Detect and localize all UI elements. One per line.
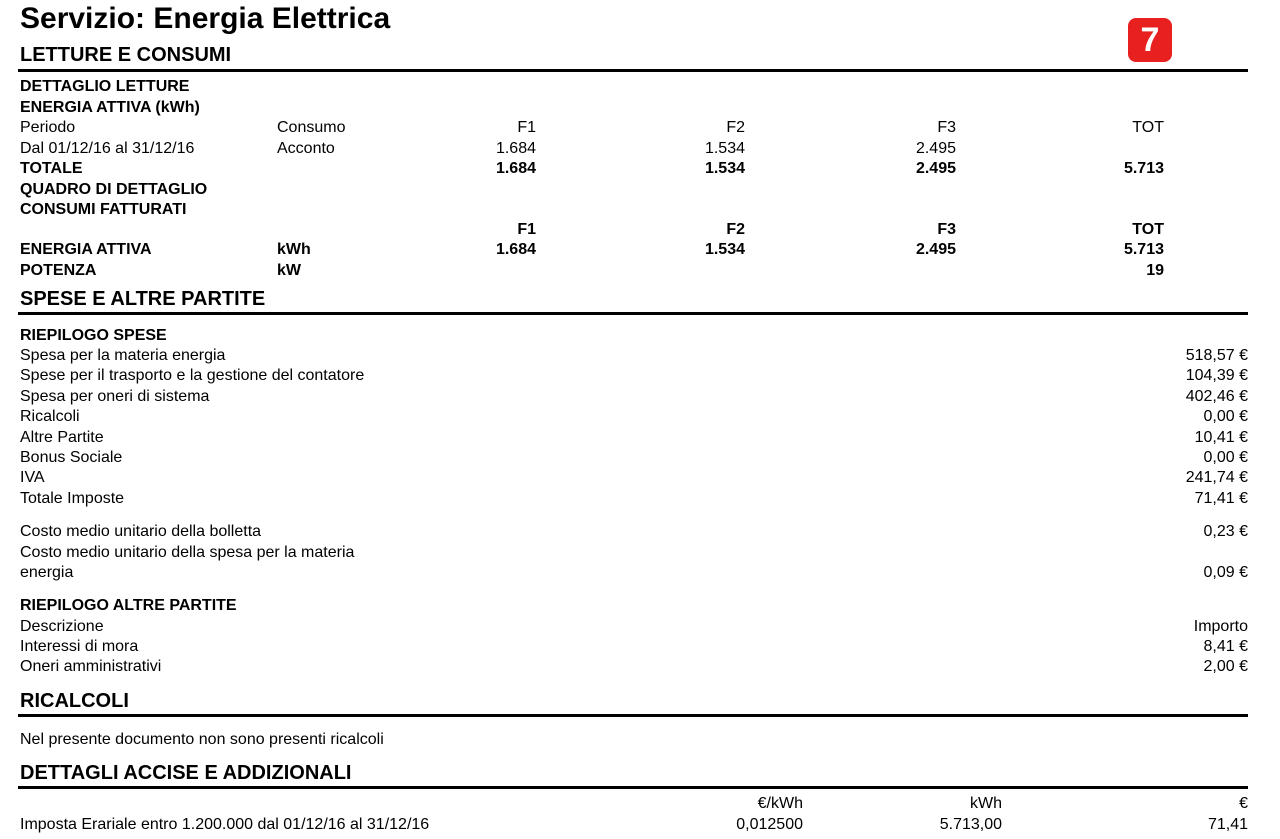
section-divider — [18, 69, 1248, 72]
riepilogo-altre-title: RIEPILOGO ALTRE PARTITE — [20, 597, 237, 614]
spesa-label: Bonus Sociale — [20, 449, 123, 466]
energia-tot: 5.713 — [1123, 241, 1164, 258]
quadro-header-f1: F1 — [517, 221, 536, 238]
costo-materia-label-2: energia — [20, 564, 74, 581]
section-title-spese: SPESE E ALTRE PARTITE — [20, 288, 266, 310]
section-divider — [18, 714, 1248, 717]
costo-materia-value: 0,09 € — [1203, 564, 1248, 581]
row-f3: 2.495 — [915, 140, 956, 157]
quadro-title-2: CONSUMI FATTURATI — [20, 201, 187, 218]
potenza-label: POTENZA — [20, 262, 97, 279]
accise-header-eur: € — [1239, 795, 1248, 812]
accise-row-eur-kwh: 0,012500 — [736, 816, 803, 833]
altre-item-label: Oneri amministrativi — [20, 658, 162, 675]
page-number-badge: 7 — [1128, 18, 1172, 62]
energia-label: ENERGIA ATTIVA — [20, 241, 152, 258]
spesa-label: Spese per il trasporto e la gestione del contatore — [20, 367, 365, 384]
energia-f2: 1.534 — [704, 241, 745, 258]
totale-label: TOTALE — [20, 160, 83, 177]
section-divider — [18, 786, 1248, 789]
spesa-value: 518,57 € — [1185, 347, 1248, 364]
section-divider — [18, 312, 1248, 315]
costo-materia-label-1: Costo medio unitario della spesa per la materia — [20, 544, 355, 561]
header-tot: TOT — [1132, 119, 1164, 136]
spesa-label: Ricalcoli — [20, 408, 80, 425]
row-consumo: Acconto — [277, 140, 335, 157]
spesa-label: IVA — [20, 469, 45, 486]
dettaglio-title-2: ENERGIA ATTIVA (kWh) — [20, 99, 200, 116]
potenza-tot: 19 — [1146, 262, 1164, 279]
quadro-header-tot: TOT — [1132, 221, 1164, 238]
altre-header-importo: Importo — [1193, 618, 1248, 635]
header-periodo: Periodo — [20, 119, 76, 136]
header-f2: F2 — [726, 119, 745, 136]
totale-f2: 1.534 — [704, 160, 745, 177]
header-consumo: Consumo — [277, 119, 346, 136]
altre-header-descrizione: Descrizione — [20, 618, 104, 635]
row-periodo: Dal 01/12/16 al 31/12/16 — [20, 140, 195, 157]
costo-bolletta-label: Costo medio unitario della bolletta — [20, 523, 262, 540]
energia-unit: kWh — [277, 241, 311, 258]
ricalcoli-text: Nel presente documento non sono presenti ricalcoli — [20, 731, 384, 748]
section-title-letture: LETTURE E CONSUMI — [20, 44, 232, 66]
section-title-accise: DETTAGLI ACCISE E ADDIZIONALI — [20, 762, 352, 784]
totale-f1: 1.684 — [495, 160, 536, 177]
costo-bolletta-value: 0,23 € — [1203, 523, 1248, 540]
dettaglio-title-1: DETTAGLIO LETTURE — [20, 78, 190, 95]
accise-row-eur: 71,41 — [1207, 816, 1248, 833]
spesa-value: 10,41 € — [1194, 429, 1248, 446]
spesa-label: Altre Partite — [20, 429, 104, 446]
quadro-header-f2: F2 — [726, 221, 745, 238]
accise-header-kwh: kWh — [970, 795, 1002, 812]
quadro-header-f3: F3 — [937, 221, 956, 238]
altre-item-label: Interessi di mora — [20, 638, 139, 655]
accise-row-kwh: 5.713,00 — [939, 816, 1002, 833]
spesa-value: 0,00 € — [1203, 449, 1248, 466]
section-title-ricalcoli: RICALCOLI — [20, 690, 129, 712]
riepilogo-spese-title: RIEPILOGO SPESE — [20, 327, 167, 344]
totale-tot: 5.713 — [1123, 160, 1164, 177]
energia-f1: 1.684 — [495, 241, 536, 258]
potenza-unit: kW — [277, 262, 301, 279]
altre-item-value: 2,00 € — [1203, 658, 1248, 675]
spesa-value: 104,39 € — [1185, 367, 1248, 384]
accise-row-label: Imposta Erariale entro 1.200.000 dal 01/12/16 al 31/12/16 — [20, 816, 430, 833]
altre-item-value: 8,41 € — [1203, 638, 1248, 655]
header-f1: F1 — [517, 119, 536, 136]
accise-header-eur-kwh: €/kWh — [757, 795, 803, 812]
spesa-value: 402,46 € — [1185, 388, 1248, 405]
row-f2: 1.534 — [704, 140, 745, 157]
row-f1: 1.684 — [495, 140, 536, 157]
spesa-label: Spesa per la materia energia — [20, 347, 226, 364]
spesa-value: 71,41 € — [1194, 490, 1248, 507]
spesa-value: 0,00 € — [1203, 408, 1248, 425]
spesa-label: Totale Imposte — [20, 490, 125, 507]
spesa-value: 241,74 € — [1185, 469, 1248, 486]
page-title: Servizio: Energia Elettrica — [20, 2, 391, 35]
header-f3: F3 — [937, 119, 956, 136]
quadro-title-1: QUADRO DI DETTAGLIO — [20, 181, 208, 198]
spesa-label: Spesa per oneri di sistema — [20, 388, 210, 405]
totale-f3: 2.495 — [915, 160, 956, 177]
energia-f3: 2.495 — [915, 241, 956, 258]
